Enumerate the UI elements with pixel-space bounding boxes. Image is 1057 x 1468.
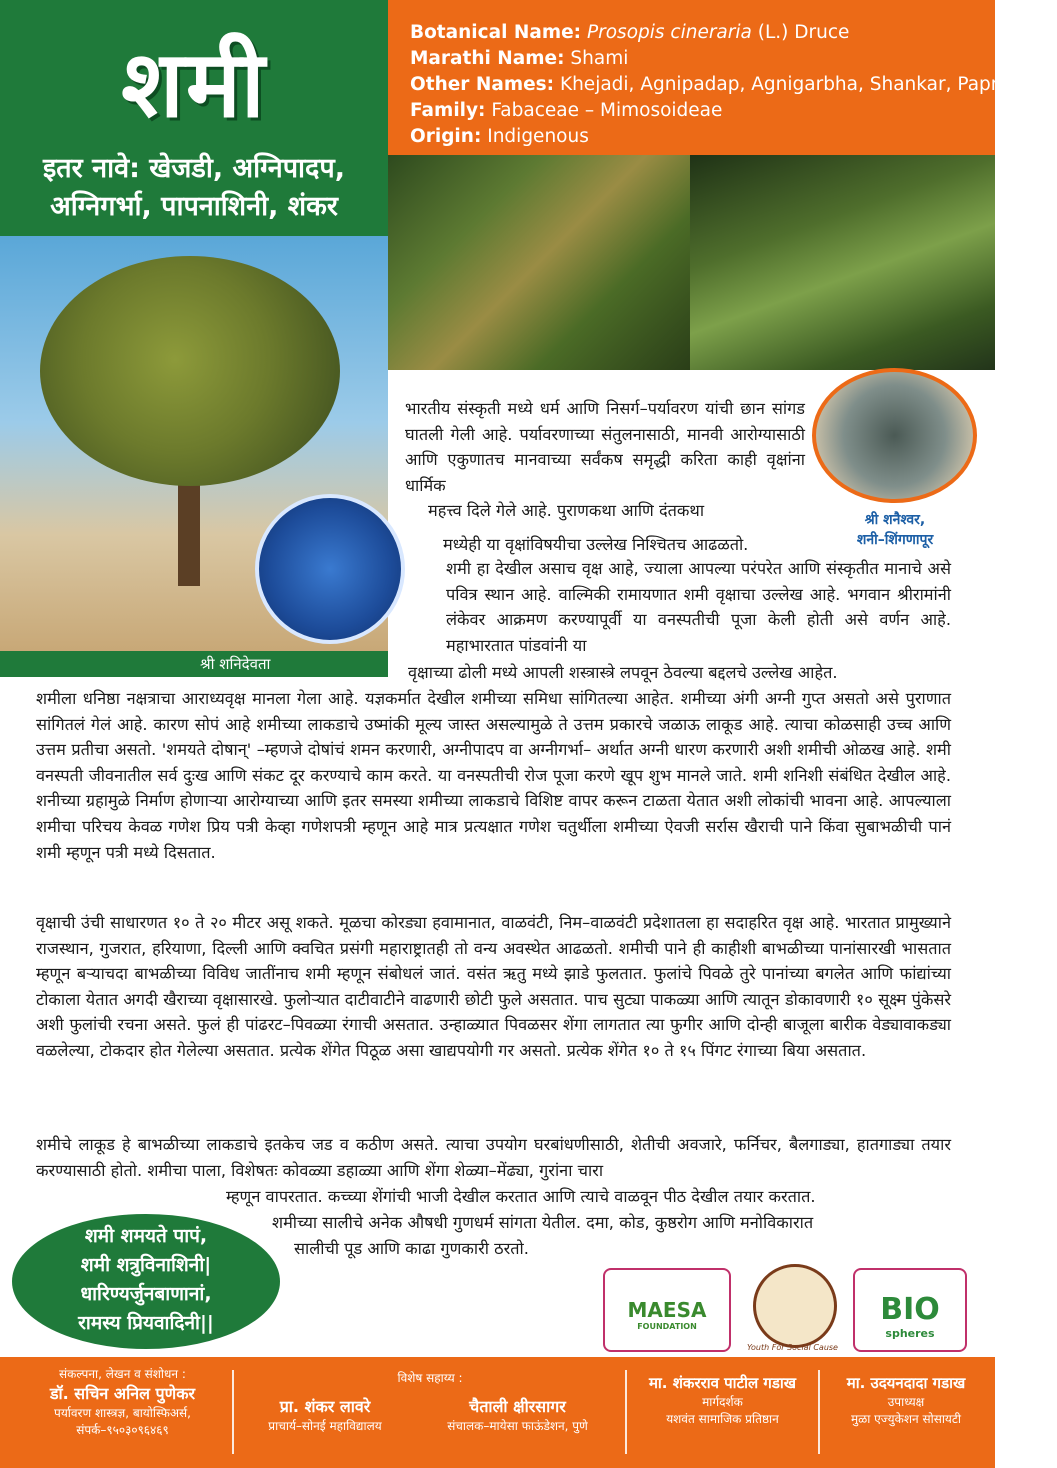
footer-col-author — [20, 1366, 225, 1439]
deity-caption-bar — [0, 651, 388, 677]
origin-row — [410, 124, 589, 150]
description-paragraph: वृक्षाची उंची साधारणत १० ते २० मीटर असू शकते. मूळचा कोरड्या हवामानात, वाळवंटी, निम–वाळवंटी प्रदेशातला हा सदाहरित वृक्ष आहे. भारतात प्रामुख्याने राजस्थान, गुजरात, हरियाणा, दिल्ली आणि क्वचित प्रसंगी महाराष्ट्रातही तो वन्य अवस्थेत आढळतो. शमीची पाने ही काहीशी बाभळीच्या पानांसारखी भासतात म्हणून बऱ्याचदा बाभळीच्या विविध जातींनाच शमी म्हणून संबोधलं जातं. वसंत ऋतु मध्ये झाडे फुलतात. फुलांचे पिवळे तुरे पानांच्या बगलेत आणि फांद्यांच्या टोकाला येतात अगदी खैराच्या वृक्षासारखे. फुलोऱ्यात दाटीवाटीने वाढणारी छोटी फुले असतात. पाच सुट्या पाकळ्या आणि त्यातून डोकावणारी १० सूक्ष्म पुंकेसरे अशी फुलांची रचना असते. फुलं ही पांढरट–पिवळ्या रंगाची असतात. उन्हाळ्यात पिवळसर शेंगा लागतात त्या फुगीर आणि दोन्ही बाजूला बारीक वेड्यावाकड्या वळलेल्या, टोकदार होत गेलेल्या असतात. प्रत्येक शेंगेत पिठूळ असा खाद्यपयोगी गर असतो. प्रत्येक शेंगेत १० ते १५ पिंगट रंगाच्या बिया असतात. — [36, 913, 951, 1060]
footer-col-vicepresident — [822, 1372, 990, 1428]
footer-mentor-name: मा. शंकरराव पाटील गडाख — [648, 1374, 797, 1392]
botanical-name-row — [410, 20, 849, 46]
footer-col-principal — [240, 1396, 410, 1435]
other-names-label: Other Names: — [410, 74, 555, 95]
temple-caption-line2: शनी–शिंगणापूर — [856, 532, 934, 548]
page-title: शमी — [121, 30, 267, 138]
footer-principal-role: प्राचार्य–सोनई महाविद्यालय — [268, 1419, 382, 1433]
youth-logo-caption: Youth For Social Cause — [747, 1343, 838, 1352]
footer-author-name: डॉ. सचिन अनिल पुणेकर — [49, 1384, 196, 1403]
botanical-name-suffix: (L.) Druce — [751, 22, 850, 43]
footer-col-mentor — [630, 1372, 815, 1428]
uses-paragraph-c: शमीच्या सालीचे अनेक औषधी गुणधर्म सांगता येतील. दमा, कोड, कुष्ठरोग आणि मनोविकारात — [272, 1213, 814, 1232]
maesa-foundation-logo — [603, 1268, 731, 1352]
shani-shingnapur-image — [812, 368, 977, 503]
family-label: Family: — [410, 100, 486, 121]
temple-caption-line1: श्री शनैश्वर, — [864, 512, 926, 528]
footer-vp-name: मा. उदयनदादा गडाख — [846, 1374, 966, 1392]
shloka-line4: रामस्य प्रियवादिनी|| — [78, 1312, 214, 1334]
footer-mentor-org: यशवंत सामाजिक प्रतिष्ठान — [666, 1412, 779, 1426]
footer-divider — [625, 1370, 627, 1454]
deity-caption: श्री शनिदेवता — [200, 655, 271, 673]
intro-paragraph-a: भारतीय संस्कृती मध्ये धर्म आणि निसर्ग–पर्यावरण यांची छान सांगड घातली गेली आहे. पर्यावरणाच्या संतुलनासाठी, मानवी आरोग्यासाठी आणि एकुणातच मानवाच्या सर्वंकष समृद्धी करिता काही वृक्षांना धार्मिक — [405, 399, 805, 495]
bio-logo-text — [855, 1292, 965, 1340]
uses-paragraph-b: म्हणून वापरतात. कच्च्या शेंगांची भाजी देखील करतात आणि त्याचे वाळवून पीठ देखील तयार करतात. — [226, 1187, 816, 1206]
religious-paragraph: शमीला धनिष्ठा नक्षत्राचा आराध्यवृक्ष मानला गेला आहे. यज्ञकर्मात देखील शमीच्या समिधा सांगितल्या आहेत. शमीच्या अंगी अग्नी गुप्त असतो असे पुराणात सांगितलं गेलं आहे. कारण सोपं आहे शमीच्या लाकडाचे उष्मांकी मूल्य जास्त असल्यामुळे ते उत्तम प्रकारचे जळाऊ लाकूड आहे. त्याचा कोळसाही उच्च आणि उत्तम प्रतीचा असतो. 'शमयते दोषान्' –म्हणजे दोषांचं शमन करणारी, अग्नीपादप वा अग्नीगर्भा– अर्थात अग्नी धारण करणारी अशी शमीची ओळख आहे. शमी वनस्पती जीवनातील सर्व दुःख आणि संकट दूर करण्याचे काम करते. या वनस्पतीची रोज पूजा करणे खूप शुभ मानले जाते. शमी शनिशी संबंधित देखील आहे. शनीच्या ग्रहामुळे निर्माण होणाऱ्या आरोग्याच्या आणि इतर समस्या शमीच्या लाकडाचे विशिष्ट वापर करून टाळता येतात अशी लोकांची भावना आहे. आपल्याला शमीचा परिचय केवळ गणेश प्रिय पत्री केव्हा गणेशपत्री म्हणून आहे मात्र प्रत्यक्षात गणेश चतुर्थीला शमीच्या ऐवजी सर्रास खैराची पाने किंवा सुबाभळीची पानं शमी म्हणून पत्री मध्ये दिसतात. — [36, 689, 951, 862]
maesa-logo-title: MAESA — [627, 1298, 707, 1322]
other-names-marathi — [0, 150, 388, 226]
botanical-name-label: Botanical Name: — [410, 22, 582, 43]
tree-canopy — [40, 256, 340, 486]
footer-author-contact: संपर्क–९५०३०९६४६९ — [76, 1423, 169, 1437]
botanical-name-value: Prosopis cineraria — [586, 22, 752, 43]
footer-vp-org: मुळा एज्युकेशन सोसायटी — [850, 1412, 962, 1426]
intro-paragraph-c: मध्येही या वृक्षांविषयीचा उल्लेख निश्चितच आढळतो. — [443, 535, 749, 554]
other-names-row — [410, 72, 1057, 98]
youth-social-cause-logo — [753, 1264, 837, 1348]
uses-paragraph: शमीचे लाकूड हे बाभळीच्या लाकडाचे इतकेच जड व कठीण असते. त्याचा उपयोग घरबांधणीसाठी, शेतीची अवजारे, फर्निचर, बैलगाड्या, हातगाड्या तयार करण्यासाठी होतो. शमीचा पाला, विशेषतः कोवळ्या डहाळ्या आणि शेंगा शेळ्या–मेंढ्या, गुरांना चारा — [36, 1135, 951, 1180]
bio-logo-sub: spheres — [885, 1327, 935, 1340]
other-names-line2: अग्निगर्भा, पापनाशिनी, शंकर — [50, 191, 338, 222]
footer-author-title: पर्यावरण शास्त्रज्ञ, बायोस्फिअर्स, — [54, 1406, 191, 1420]
marathi-name-row — [410, 46, 628, 72]
origin-label: Origin: — [410, 126, 482, 147]
other-names-value: Khejadi, Agnipadap, Agnigarbha, Shankar, Papnashini — [559, 74, 1057, 95]
intro-paragraph-d: शमी हा देखील असाच वृक्ष आहे, ज्याला आपल्या परंपरेत आणि संस्कृतीत मानाचे असे पवित्र स्थान आहे. वाल्मिकी रामायणात शमी वृक्षाचा उल्लेख आहे. भगवान श्रीरामांनी लंकेवर आक्रमण करण्यापूर्वी या वनस्पतीची पूजा केली होती असे वर्णन आहे. महाभारतात पांडवांनी या — [446, 559, 951, 655]
biospheres-logo — [853, 1268, 967, 1352]
footer-principal-name: प्रा. शंकर लावरे — [279, 1397, 371, 1416]
family-value: Fabaceae – Mimosoideae — [491, 100, 723, 121]
footer-special-help-label: विशेष सहाय्य : — [397, 1371, 463, 1385]
shloka-line3: धारिण्यर्जुनबाणानां, — [80, 1283, 212, 1305]
footer-divider — [232, 1370, 234, 1454]
uses-paragraph-d: सालीची पूड आणि काढा गुणकारी ठरतो. — [294, 1239, 529, 1258]
family-row — [410, 98, 722, 124]
shloka-line1: शमी शमयते पापं, — [84, 1225, 208, 1247]
other-names-line1: इतर नावे: खेजडी, अग्निपादप, — [43, 153, 345, 184]
shloka-text — [12, 1222, 280, 1338]
footer-col-director — [415, 1396, 620, 1435]
marathi-name-value: Shami — [570, 48, 629, 69]
bio-logo-title: BIO — [880, 1292, 940, 1327]
footer-divider — [818, 1370, 820, 1454]
footer-director-name: चैताली क्षीरसागर — [469, 1397, 566, 1416]
intro-paragraph-e: वृक्षाच्या ढोली मध्ये आपली शस्त्रास्त्रे लपवून ठेवल्या बद्दलचे उल्लेख आहेत. — [408, 663, 838, 682]
footer-director-role: संचालक–मायेसा फाऊंडेशन, पुणे — [447, 1419, 588, 1433]
maesa-logo-sub: FOUNDATION — [637, 1322, 697, 1331]
marathi-name-label: Marathi Name: — [410, 48, 565, 69]
shani-deity-image — [255, 494, 405, 644]
flower-photo — [388, 155, 690, 370]
footer-author-role: संकल्पना, लेखन व संशोधन : — [59, 1367, 186, 1381]
pods-photo — [690, 155, 995, 370]
footer-mentor-role: मार्गदर्शक — [702, 1395, 743, 1409]
origin-value: Indigenous — [487, 126, 589, 147]
maesa-logo-text — [605, 1298, 729, 1331]
intro-paragraph-b: महत्त्व दिले गेले आहे. पुराणकथा आणि दंतकथा — [428, 501, 705, 520]
footer-vp-role: उपाध्यक्ष — [887, 1395, 925, 1409]
temple-caption — [830, 510, 960, 550]
shloka-line2: शमी शत्रुविनाशिनी| — [80, 1254, 212, 1276]
